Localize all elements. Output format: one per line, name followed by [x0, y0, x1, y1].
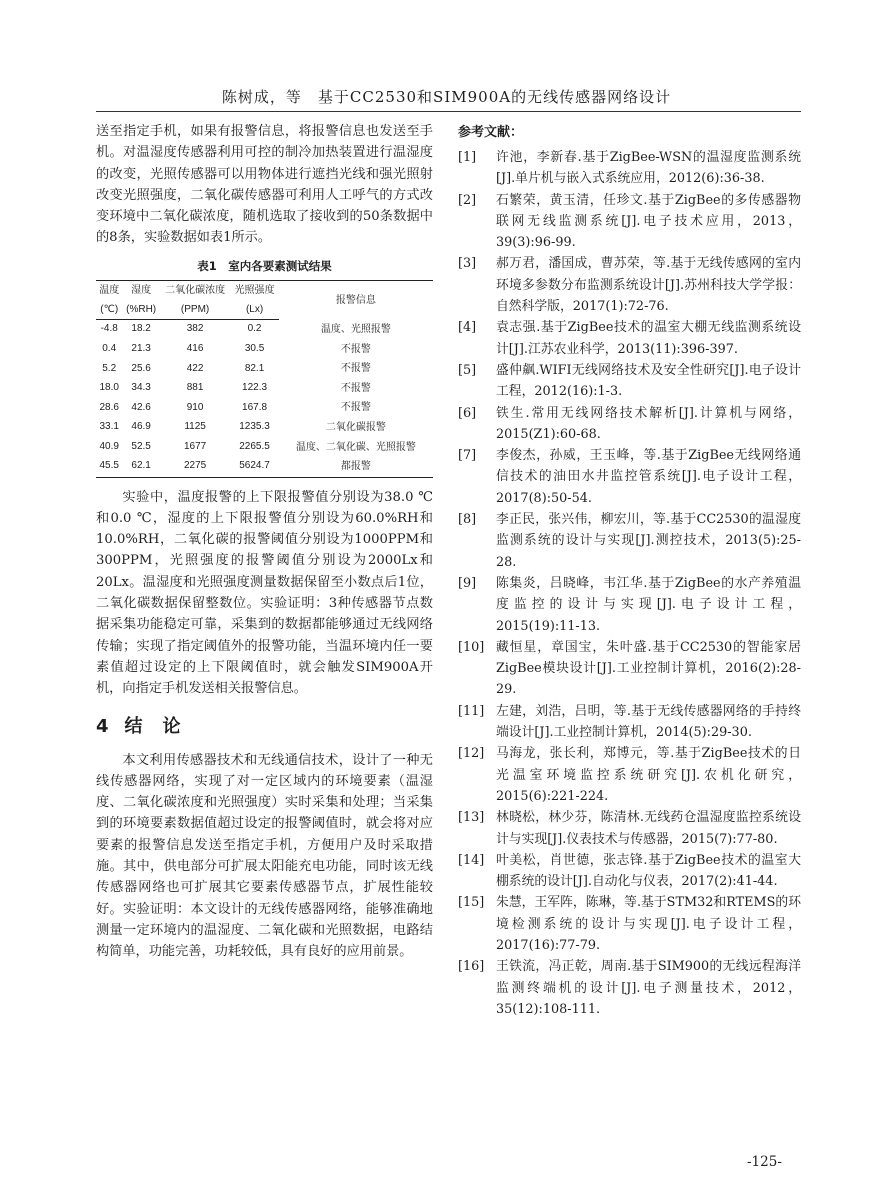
reference-text: 盛仲飙.WIFI无线网络技术及安全性研究[J].电子设计工程，2012(16):1-3. [496, 362, 801, 400]
cell-alarm: 不报警 [340, 363, 371, 375]
reference-number: [12] [458, 746, 485, 762]
reference-item [458, 743, 801, 807]
cell-co2: 422 [186, 362, 204, 374]
cell-temperature: -4.8 [100, 323, 118, 335]
reference-item [458, 850, 801, 893]
table-row [96, 457, 433, 477]
unit-humidity: (%RH) [122, 300, 159, 320]
cell-light: 82.1 [244, 362, 265, 374]
reference-number: [8] [458, 512, 477, 528]
reference-number: [3] [458, 256, 477, 272]
cell-alarm: 不报警 [340, 382, 371, 394]
running-head: 陈树成，等 基于CC2530和SIM900A的无线传感器网络设计 [221, 88, 672, 106]
table-body [96, 319, 433, 477]
cell-co2: 910 [186, 401, 204, 413]
table-row [96, 339, 433, 359]
reference-item [458, 892, 801, 956]
cell-temperature: 33.1 [99, 421, 119, 433]
reference-text: 铁生.常用无线网络技术解析[J].计算机与网络，2015(Z1):60-68. [496, 405, 801, 442]
cell-light: 122.3 [242, 382, 268, 394]
cell-co2: 416 [186, 342, 204, 354]
header-humidity: 湿度 [122, 280, 159, 300]
conclusion-paragraph: 本文利用传感器技术和无线通信技术，设计了一种无线传感器网络，实现了对一定区域内的环境要素（温湿度、二氧化碳浓度和光照强度）实时采集和处理；当采集到的环境要素数据值超过设定的报警阈值时，就会将对应要素的报警信息发送至指定手机，方便用户及时采取措施。其中，供电部分可扩展太阳能充电功能，同时该无线传感器网络也可扩展其它要素传感器节点，扩展性能较好。实验证明：本文设计的无线传感器网络，能够准确地测量一定环境内的温湿度、二氧化碳和光照数据，电路结构简单，功能完善，功耗较低，具有良好的应用前景。 [96, 752, 433, 960]
table-caption: 表1 室内各要素测试结果 [197, 258, 332, 273]
cell-alarm: 不报警 [340, 343, 371, 355]
unit-co2: (PPM) [160, 300, 230, 320]
reference-number: [2] [458, 192, 477, 208]
header-temperature: 温度 [96, 280, 122, 300]
unit-light: (Lx) [230, 300, 278, 320]
reference-text: 王铁流，冯正乾，周南.基于SIM900的无线远程海洋监测终端机的设计[J].电子测量技术，2012，35(12):108-111. [496, 959, 801, 1017]
cell-humidity: 52.5 [131, 440, 151, 452]
header-alarm: 报警信息 [279, 280, 433, 319]
reference-item [458, 147, 801, 190]
reference-item [458, 190, 801, 254]
reference-item [458, 956, 801, 1020]
reference-item [458, 807, 801, 850]
reference-item [458, 701, 801, 744]
cell-light: 167.8 [242, 401, 268, 413]
reference-number: [16] [458, 959, 485, 975]
reference-item [458, 253, 801, 317]
cell-co2: 881 [186, 382, 204, 394]
section-title: 结论 [124, 715, 201, 737]
section-number: 4 [96, 715, 111, 737]
section-heading [96, 712, 433, 738]
reference-number: [5] [458, 362, 477, 378]
cell-humidity: 25.6 [131, 362, 151, 374]
table-row [96, 437, 433, 457]
reference-text: 袁志强.基于ZigBee技术的温室大棚无线监测系统设计[J].江苏农业科学，2013(11):396-397. [496, 320, 801, 357]
references-heading: 参考文献： [458, 125, 524, 140]
cell-light: 1235.3 [239, 421, 270, 433]
reference-number: [1] [458, 150, 477, 165]
cell-light: 5624.7 [230, 457, 278, 477]
reference-number: [4] [458, 320, 477, 336]
table-row [96, 418, 433, 438]
right-column [458, 121, 801, 1020]
reference-number: [9] [458, 575, 477, 591]
page-number: -125- [747, 1154, 782, 1170]
header-co2: 二氧化碳浓度 [160, 280, 230, 300]
cell-temperature: 40.9 [99, 440, 119, 452]
reference-number: [13] [458, 810, 485, 826]
table-row [96, 319, 433, 339]
reference-text: 李正民，张兴伟，柳宏川，等.基于CC2530的温湿度监测系统的设计与实现[J].测控技术，2013(5):25-28. [496, 512, 801, 570]
reference-text: 马海龙，张长利，郑博元，等.基于ZigBee技术的日光温室环境监控系统研究[J].农机化研究，2015(6):221-224. [496, 746, 801, 804]
table-row [96, 379, 433, 399]
reference-text: 左建，刘浩，吕明，等.基于无线传感器网络的手持终端设计[J].工业控制计算机，2014(5):29-30. [496, 703, 801, 741]
unit-temperature: (℃) [96, 300, 122, 320]
table-row [96, 359, 433, 379]
cell-co2: 2275 [160, 457, 230, 477]
reference-text: 郝万君，潘国成，曹苏荣，等.基于无线传感网的室内环境多参数分布监测系统设计[J].苏州科技大学学报：自然科学版，2017(1):72-76. [496, 256, 801, 315]
cell-humidity: 18.2 [131, 323, 151, 335]
cell-alarm: 温度、光照报警 [320, 323, 391, 335]
experiment-paragraph: 实验中，温度报警的上下限报警值分别设为38.0 ℃和0.0 ℃，湿度的上下限报警值分别设为60.0%RH和10.0%RH，二氧化碳的报警阈值分别设为1000PPM和300PPM，光照强度的报警阈值分别设为2000Lx和20Lx。温湿度和光照强度测量数据保留至小数点后1位，二氧化碳数据保留整数位。实验证明：3种传感器节点数据采集功能稳定可靠，采集到的数据都能够通过无线网络传输；实现了指定阈值外的报警功能，当温环境内任一要素值超过设定的上下限阈值时，就会触发SIM900A开机，向指定手机发送相关报警信息。 [96, 489, 433, 697]
table-header-row [96, 280, 433, 300]
cell-light: 2265.5 [239, 440, 270, 452]
cell-co2: 1677 [183, 440, 207, 452]
cell-temperature: 0.4 [102, 342, 117, 354]
cell-humidity: 62.1 [122, 457, 159, 477]
reference-number: [6] [458, 405, 477, 421]
reference-item [458, 317, 801, 360]
reference-text: 藏恒星，章国宝，朱叶盛.基于CC2530的智能家居ZigBee模块设计[J].工业控制计算机，2016(2):28-29. [496, 639, 801, 698]
cell-alarm: 都报警 [279, 457, 433, 477]
cell-co2: 382 [186, 323, 204, 335]
reference-text: 许池，李新春.基于ZigBee-WSN的温湿度监测系统[J].单片机与嵌入式系统应用，2012(6):36-38. [496, 150, 801, 187]
cell-alarm: 温度、二氧化碳、光照报警 [295, 441, 416, 453]
reference-item [458, 445, 801, 509]
reference-number: [11] [458, 703, 485, 719]
cell-co2: 1125 [184, 421, 206, 433]
cell-alarm: 二氧化碳报警 [325, 422, 386, 434]
header-rule [96, 111, 801, 112]
reference-list [458, 147, 801, 1020]
reference-number: [7] [458, 448, 477, 464]
reference-text: 林晓松，林少芬，陈清林.无线药仓温湿度监控系统设计与实现[J].仪表技术与传感器，2015(7):77-80. [496, 810, 801, 847]
reference-number: [14] [458, 852, 485, 868]
results-table [96, 280, 433, 478]
reference-text: 李俊杰，孙威，王玉峰，等.基于ZigBee无线网络通信技术的油田水井监控管系统[J].电子设计工程，2017(8):50-54. [496, 448, 801, 506]
cell-light: 30.5 [244, 342, 265, 354]
cell-alarm: 不报警 [340, 402, 371, 414]
cell-humidity: 21.3 [131, 342, 151, 354]
table-row [96, 398, 433, 418]
reference-text: 朱慧，王军阵，陈琳，等.基于STM32和RTEMS的环境检测系统的设计与实现[J].电子设计工程，2017(16):77-79. [496, 895, 801, 953]
cell-temperature: 28.6 [99, 401, 119, 413]
reference-text: 石繁荣，黄玉清，任珍文.基于ZigBee的多传感器物联网无线监测系统[J].电子技术应用，2013，39(3):96-99. [496, 192, 801, 251]
reference-number: [10] [458, 639, 485, 655]
reference-item [458, 509, 801, 573]
reference-item [458, 637, 801, 701]
reference-number: [15] [458, 895, 485, 911]
header-light: 光照强度 [230, 280, 278, 300]
cell-humidity: 34.3 [131, 382, 151, 394]
reference-text: 陈集炎，吕晓峰，韦江华.基于ZigBee的水产养殖温度监控的设计与实现[J].电子设计工程，2015(19):11-13. [496, 575, 801, 634]
cell-temperature: 18.0 [99, 382, 119, 394]
intro-paragraph: 送至指定手机，如果有报警信息，将报警信息也发送至手机。对温湿度传感器利用可控的制冷加热装置进行温湿度的改变，光照传感器可以用物体进行遮挡光线和强光照射改变光照强度，二氧化碳传感器可利用人工呼气的方式改变环境中二氧化碳浓度，随机选取了接收到的50条数据中的8条，实验数据如表1所示。 [96, 124, 433, 246]
cell-humidity: 46.9 [131, 421, 151, 433]
reference-item [458, 573, 801, 637]
reference-item [458, 360, 801, 403]
cell-light: 0.2 [247, 323, 262, 335]
reference-item [458, 403, 801, 446]
reference-text: 叶美松，肖世德，张志锋.基于ZigBee技术的温室大棚系统的设计[J].自动化与仪表，2017(2):41-44. [496, 852, 801, 890]
cell-humidity: 42.6 [131, 401, 151, 413]
cell-temperature: 5.2 [102, 362, 117, 374]
cell-temperature: 45.5 [96, 457, 122, 477]
left-column [96, 121, 433, 962]
